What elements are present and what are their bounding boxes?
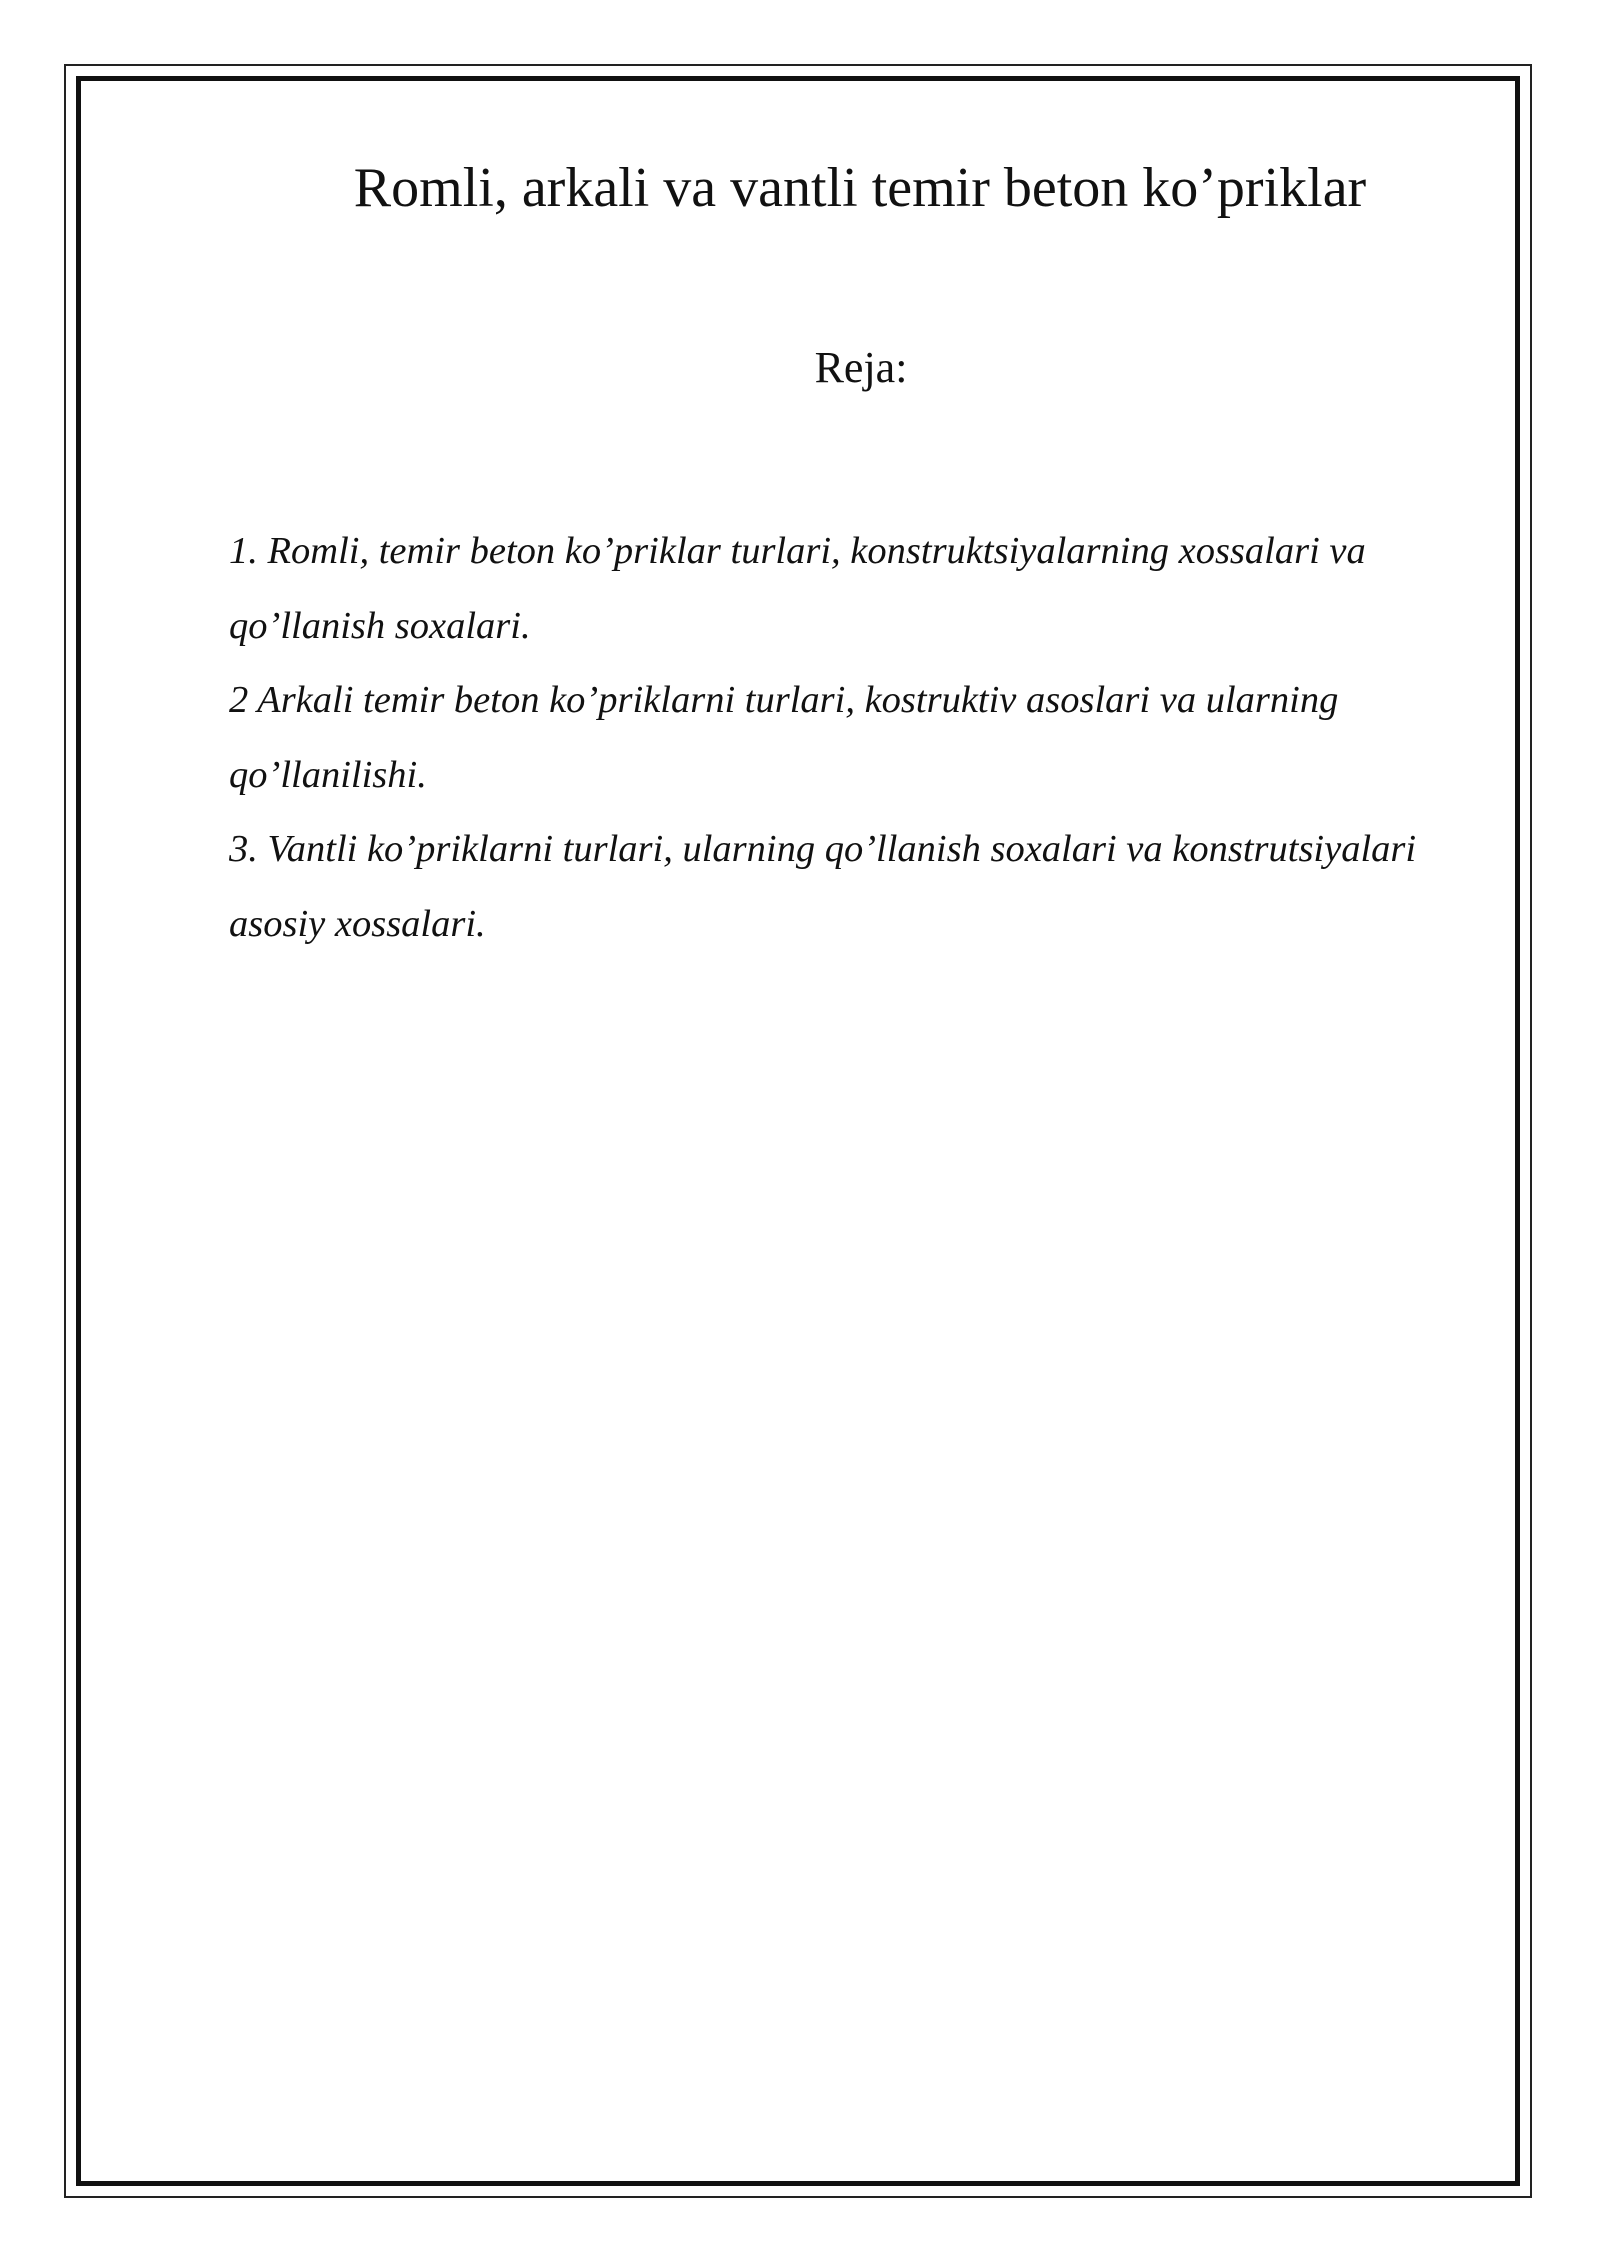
plan-item: 2 Arkali temir beton ko’priklarni turlari, kostruktiv asoslari va ularning qo’llanilishi. <box>229 679 1339 796</box>
document-title: Romli, arkali va vantli temir beton ko’priklar <box>353 157 1367 219</box>
plan-heading: Reja: <box>814 343 908 392</box>
plan-list <box>229 514 1519 961</box>
plan-item: 3. Vantli ko’priklarni turlari, ularning qo’llanish soxalari va konstrutsiyalari asosiy xossalari. <box>229 828 1417 945</box>
plan-item: 1. Romli, temir beton ko’priklar turlari, konstruktsiyalarning xossalari va qo’llanish soxalari. <box>229 530 1366 647</box>
